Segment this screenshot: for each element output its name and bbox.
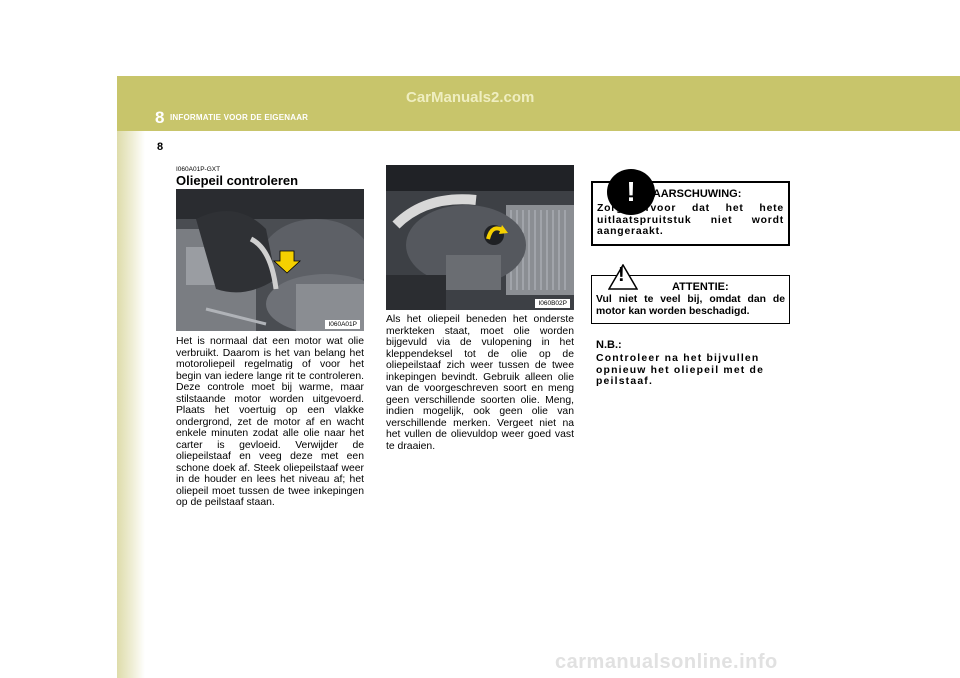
engine-photo-oil-cap bbox=[386, 165, 574, 310]
warning-box bbox=[591, 176, 790, 246]
note-title: N.B.: bbox=[596, 339, 622, 351]
footer-watermark-link[interactable]: carmanualsonline.info bbox=[555, 651, 778, 673]
header-band bbox=[117, 76, 960, 131]
attention-symbol: ! bbox=[618, 264, 625, 286]
attention-text: Vul niet te veel bij, omdat dan de motor kan worden beschadigd. bbox=[596, 294, 785, 317]
chapter-number: 8 bbox=[155, 108, 165, 127]
warning-exclamation-icon: ! bbox=[607, 169, 655, 215]
note-text: Controleer na het bijvullen opnieuw het oliepeil met de peilstaaf. bbox=[596, 353, 765, 387]
warning-text: Zorg ervoor dat het hete uitlaatspruitstuk niet wordt aangeraakt. bbox=[597, 203, 784, 237]
page-number: 8 bbox=[157, 141, 164, 153]
section-code: I060A01P-GXT bbox=[176, 166, 221, 173]
attention-box bbox=[591, 264, 790, 324]
site-watermark-link[interactable]: CarManuals2.com bbox=[406, 89, 535, 106]
photo-label: I060B02P bbox=[535, 299, 570, 308]
attention-title: ATTENTIE: bbox=[672, 281, 729, 293]
side-margin-band bbox=[117, 131, 145, 678]
section-heading: Oliepeil controleren bbox=[176, 173, 299, 188]
photo-label: I060A01P bbox=[325, 320, 360, 329]
column-1-text: Het is normaal dat een motor wat olie verbruikt. Daarom is het van belang het motoroliepeil regelmatig of voor het begin van iedere lange rit te controleren. Deze controle moet bij warme, maar stilstaande motor worden uitgevoerd. Plaats het voertuig op een vlakke ondergrond, zet de motor af en wacht enkele minuten zodat alle olie naar het carter is gevloeid. Verwijder de oliepeilstaaf en veeg deze met een schone doek af. Steek oliepeilstaaf weer in de houder en lees het niveau af; het oliepeil moet tussen de twee inkepingen op de peilstaaf staan. bbox=[176, 336, 364, 508]
warning-title: WAARSCHUWING: bbox=[643, 188, 742, 200]
column-2-text: Als het oliepeil beneden het onderste merkteken staat, moet olie worden bijgevuld via de vulopening in het kleppendeksel tot de olie op de oliepeilstaaf zich weer tussen de twee inkepingen bevindt. Gebruik alleen olie van de voorgeschreven soort en meng geen verschillende soorten olie. Meng, indien mogelijk, ook geen olie van verschillende merken. Vergeet niet na het vullen de olievuldop weer goed vast te draaien. bbox=[386, 314, 574, 452]
engine-photo-dipstick bbox=[176, 189, 364, 331]
chapter-title: INFORMATIE VOOR DE EIGENAAR bbox=[170, 113, 309, 122]
